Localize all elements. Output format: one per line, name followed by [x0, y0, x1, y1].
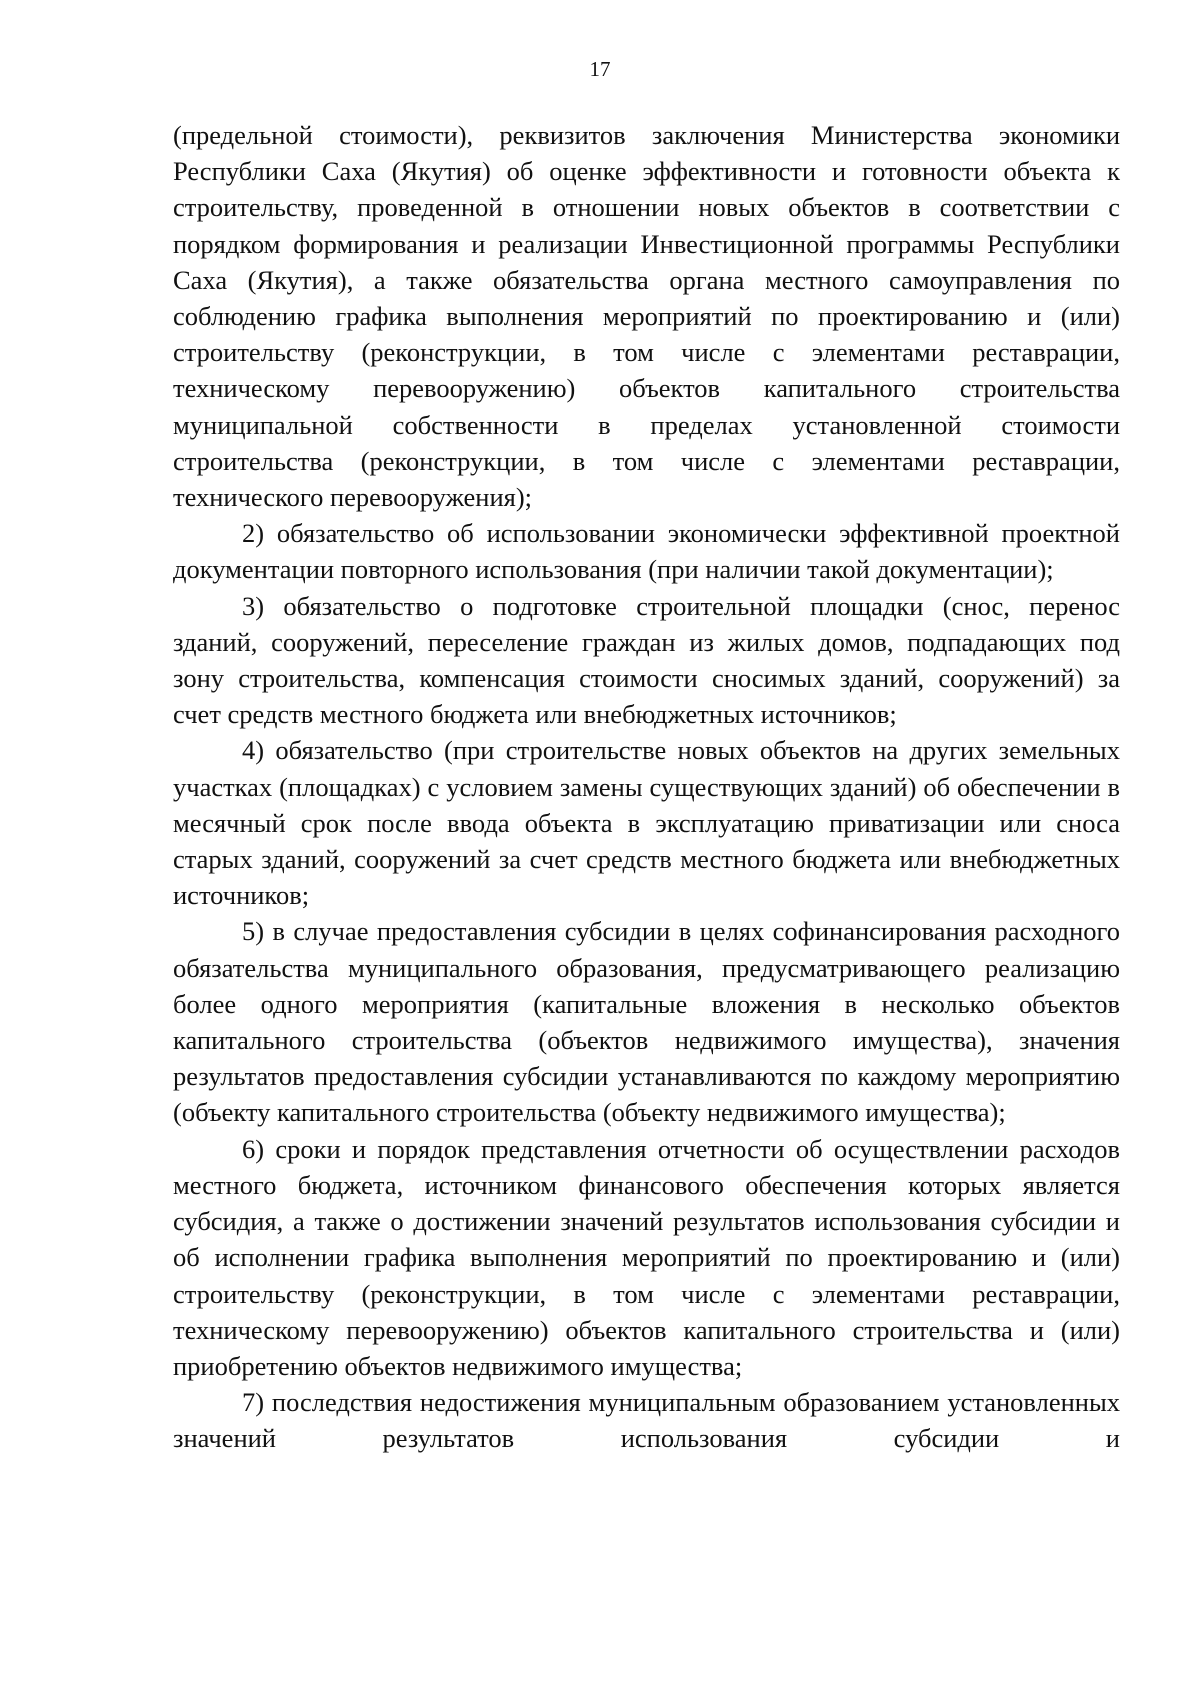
- paragraph-item-4: 4) обязательство (при строительстве новых объектов на других земельных участках (площадках) с условием замены существующих зданий) об обеспечении в месячный срок после ввода объекта в эксплуатацию приватизации или сноса старых зданий, сооружений за счет средств местного бюджета или внебюджетных источников;: [173, 735, 1120, 911]
- paragraph-item-2: 2) обязательство об использовании экономически эффективной проектной документации повторного использования (при наличии такой документации);: [173, 518, 1120, 585]
- paragraph-item-3: 3) обязательство о подготовке строительной площадки (снос, перенос зданий, сооружений, переселение граждан из жилых домов, подпадающих под зону строительства, компенсация стоимости сносимых зданий, сооружений) за счет средств местного бюджета или внебюджетных источников;: [173, 590, 1120, 730]
- document-body: [173, 117, 1120, 1457]
- page-number: 17: [589, 57, 611, 81]
- paragraph-item-6: 6) сроки и порядок представления отчетности об осуществлении расходов местного бюджета, источником финансового обеспечения которых является субсидия, а также о достижении значений результатов использования субсидии и об исполнении графика выполнения мероприятий по проектированию и (или) строительству (реконструкции, в том числе с элементами реставрации, техническому перевооружению) объектов капитального строительства и (или) приобретению объектов недвижимого имущества;: [173, 1133, 1120, 1381]
- paragraph-item-7: 7) последствия недостижения муниципальным образованием установленных значений результатов использования субсидии и: [173, 1387, 1120, 1454]
- paragraph-continuation: (предельной стоимости), реквизитов заключения Министерства экономики Республики Саха (Якутия) об оценке эффективности и готовности объекта к строительству, проведенной в отношении новых объектов в соответствии с порядком формирования и реализации Инвестиционной программы Республики Саха (Якутия), а также обязательства органа местного самоуправления по соблюдению графика выполнения мероприятий по проектированию и (или) строительству (реконструкции, в том числе с элементами реставрации, техническому перевооружению) объектов капитального строительства муниципальной собственности в пределах установленной стоимости строительства (реконструкции, в том числе с элементами реставрации, технического перевооружения);: [173, 120, 1120, 513]
- paragraph-item-5: 5) в случае предоставления субсидии в целях софинансирования расходного обязательства муниципального образования, предусматривающего реализацию более одного мероприятия (капитальные вложения в несколько объектов капитального строительства (объектов недвижимого имущества), значения результатов предоставления субсидии устанавливаются по каждому мероприятию (объекту капитального строительства (объекту недвижимого имущества);: [173, 916, 1120, 1128]
